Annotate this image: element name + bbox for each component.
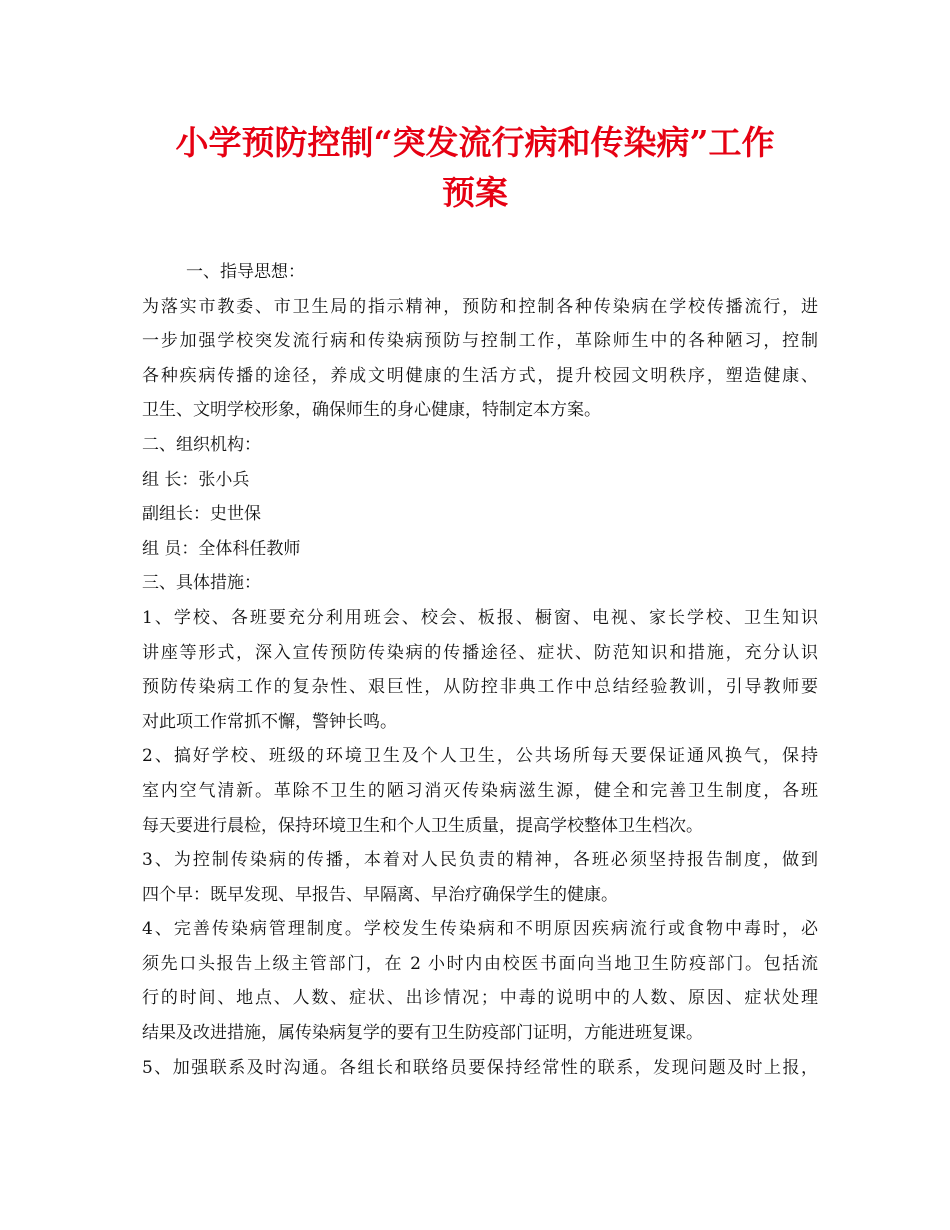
body-line: 组 长：张小兵 (142, 469, 250, 490)
title-line: 小学预防控制“突发流行病和传染病”工作 (175, 123, 775, 162)
body-line: 二、组织机构： (142, 434, 261, 455)
body-line: 组 员：全体科任教师 (142, 538, 301, 559)
document-title (120, 118, 830, 218)
body-line: 各种疾病传播的途径，养成文明健康的生活方式，提升校园文明秩序，塑造健康、 (142, 365, 818, 386)
body-line: 预防传染病工作的复杂性、艰巨性，从防控非典工作中总结经验教训，引导教师要 (142, 677, 818, 698)
body-line: 室内空气清新。革除不卫生的陋习消灭传染病滋生源，健全和完善卫生制度，各班 (142, 780, 818, 801)
document-body (142, 255, 818, 1085)
body-line: 一、指导思想： (186, 262, 305, 282)
body-line: 1、学校、各班要充分利用班会、校会、板报、橱窗、电视、家长学校、卫生知识 (142, 607, 818, 628)
body-line: 5、加强联系及时沟通。各组长和联络员要保持经常性的联系，发现问题及时上报， (142, 1057, 818, 1078)
body-line: 四个早：既早发现、早报告、早隔离、早治疗确保学生的健康。 (142, 884, 618, 905)
body-line: 副组长：史世保 (142, 504, 261, 525)
body-line: 三、具体措施： (142, 573, 261, 594)
body-line: 为落实市教委、市卫生局的指示精神，预防和控制各种传染病在学校传播流行，进 (142, 296, 818, 317)
body-line: 讲座等形式，深入宣传预防传染病的传播途径、症状、防范知识和措施，充分认识 (142, 642, 818, 663)
body-line: 卫生、文明学校形象，确保师生的身心健康，特制定本方案。 (142, 400, 601, 421)
body-line: 每天要进行晨检，保持环境卫生和个人卫生质量，提高学校整体卫生档次。 (142, 815, 703, 836)
body-line: 须先口头报告上级主管部门，在 2 小时内由校医书面向当地卫生防疫部门。包括流 (142, 953, 818, 974)
body-line: 结果及改进措施，属传染病复学的要有卫生防疫部门证明，方能进班复课。 (142, 1023, 703, 1044)
title-line: 预案 (442, 173, 508, 212)
body-line: 一步加强学校突发流行病和传染病预防与控制工作，革除师生中的各种陋习，控制 (142, 331, 818, 352)
body-line: 3、为控制传染病的传播，本着对人民负责的精神，各班必须坚持报告制度，做到 (142, 850, 818, 871)
body-line: 4、完善传染病管理制度。学校发生传染病和不明原因疾病流行或食物中毒时，必 (142, 919, 818, 940)
body-line: 2、搞好学校、班级的环境卫生及个人卫生，公共场所每天要保证通风换气，保持 (142, 746, 818, 767)
body-line: 行的时间、地点、人数、症状、出诊情况；中毒的说明中的人数、原因、症状处理 (142, 988, 818, 1009)
body-line: 对此项工作常抓不懈，警钟长鸣。 (142, 711, 397, 732)
